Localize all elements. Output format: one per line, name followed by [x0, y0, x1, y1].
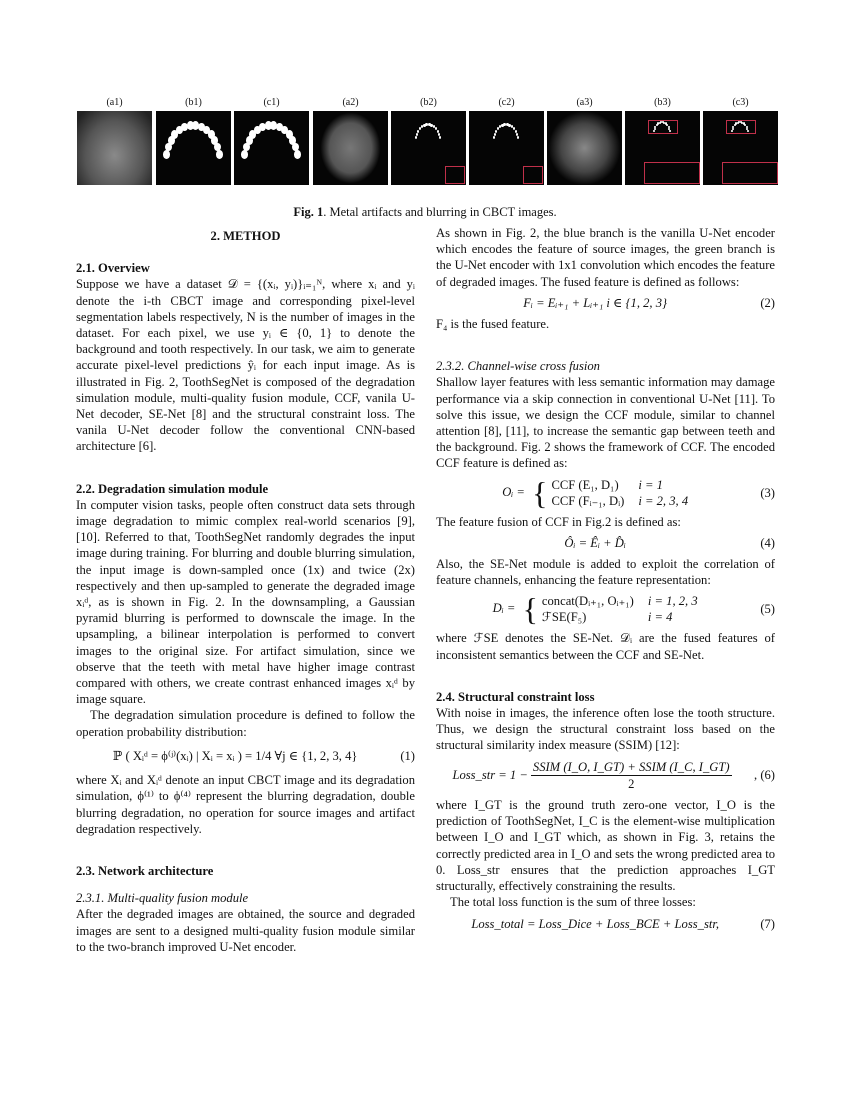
degradation-paragraph-2: The degradation simulation procedure is defined to follow the operation probability distribution:	[76, 708, 415, 739]
panel-label: (a1)	[106, 97, 123, 108]
equation-6-denominator: 2	[628, 776, 635, 791]
degradation-paragraph-1: In computer vision tasks, people often construct data sets through image degradation to mimic complex real-world scenarios [9], [10]. Referred to that, ToothSegNet randomly degrades the input image during training. For blurring and double blurring simulation, the input image is down-sampled once (1x) and twice (2x) respectively and then up-sampled to generate the degraded image xᵢᵈ, as is shown in Fig. 2. In the downsampling, a Gaussian pyramid blurring is performed to downscale the image. In the upsampling, a bilinear interpolation is performed to convert images to the original size. For artifact simulation, since we observe that the teeth with metal have higher image contrast compared with others, we create contrast enhanced images xᵢᵈ by image square.	[76, 497, 415, 707]
fusion-paragraph: After the degraded images are obtained, the source and degraded images are sent to a designed multi-quality fusion module similar to the two-branch improved U-Net encoder.	[76, 907, 415, 954]
segmentation-mask-b2	[391, 111, 466, 185]
tooth-mark	[415, 136, 418, 139]
equation-3-cond-2: i = 2, 3, 4	[638, 493, 689, 508]
equation-5-case-1: concat(Dᵢ₊₁, Oᵢ₊₁)	[541, 594, 634, 609]
loss-paragraph-2: where I_GT is the ground truth zero-one vector, I_O is the prediction of ToothSegNet, I_C is the element-wise multiplication between I_O and I_GT which, as shown in Fig. 3, retains the correctly predicted area in I_O and sets the wrong predicted area to 0. Loss_str ensures that the prediction approaches I_GT structurally, effectively constraining the results.	[436, 798, 775, 894]
tooth-mark	[517, 136, 520, 139]
section-heading: 2. METHOD	[210, 229, 281, 243]
tooth-mark	[216, 150, 223, 158]
panel-label: (b1)	[185, 97, 202, 108]
left-column	[76, 228, 415, 955]
equation-6-number: , (6)	[754, 768, 775, 783]
equation-7: Loss_total = Loss_Dice + Loss_BCE + Loss_str,	[471, 916, 719, 931]
fusion-paragraph-continued: As shown in Fig. 2, the blue branch is the vanilla U-Net encoder which encodes the feature of source images, the green branch is the U-Net encoder with 1x1 convolution which encodes the feature of degraded images. The fused feature is defined as follows:	[436, 226, 775, 289]
tooth-mark	[731, 130, 733, 132]
equation-6-numerator: SSIM (I_O, I_GT) + SSIM (I_C, I_GT)	[531, 759, 732, 776]
ccf-paragraph: Shallow layer features with less semantic information may damage performance via a skip connection in conventional U-Net [11]. To solve this issue, we design the CCF module, similar to channel attention [8], [11], to increase the semantic gap between teeth and the background. Fig. 2 shows the framework of CCF. The encoded CCF feature is defined as:	[436, 375, 775, 471]
equation-3-number: (3)	[760, 485, 775, 500]
panel-label: (c3)	[732, 97, 749, 108]
senet-paragraph: Also, the SE-Net module is added to exploit the correlation of feature channels, enhancing the feature representation:	[436, 557, 775, 588]
caption-label: Fig. 1	[293, 205, 324, 219]
tooth-mark	[241, 150, 248, 158]
tooth-mark	[495, 130, 498, 133]
tooth-mark	[653, 130, 655, 132]
tooth-mark	[163, 150, 170, 158]
fused-feature-note: F₄ is the fused feature.	[436, 317, 550, 332]
equation-3-lhs: Oᵢ =	[502, 484, 525, 499]
equation-5-cond-1: i = 1, 2, 3	[647, 594, 698, 609]
equation-5-cond-2: i = 4	[647, 610, 673, 625]
brace: {	[522, 591, 538, 628]
tooth-mark	[416, 133, 419, 136]
equation-2-number: (2)	[760, 295, 775, 310]
segmentation-mask-b3	[625, 111, 700, 185]
brace: {	[532, 474, 548, 511]
degradation-heading: 2.2. Degradation simulation module	[76, 481, 269, 496]
tooth-mark	[439, 136, 442, 139]
fusion-subheading: 2.3.1. Multi-quality fusion module	[76, 891, 249, 906]
panel-label: (c1)	[263, 97, 280, 108]
equation-3-case-2: CCF (Fᵢ₋₁, Dᵢ)	[551, 493, 625, 508]
equation-4-number: (4)	[760, 535, 775, 550]
segmentation-mask-c3	[703, 111, 778, 185]
loss-paragraph-1: With noise in images, the inference often lose the tooth structure. Thus, we design the structural constraint loss based on the structural similarity index measure (SSIM) [12]:	[436, 706, 775, 753]
panel-label: (b2)	[420, 97, 437, 108]
equation-3-cond-1: i = 1	[638, 477, 663, 492]
equation-1: ℙ ( Xᵢᵈ = ϕ⁽ʲ⁾(xᵢ) | Xᵢ = xᵢ ) = 1/4 ∀j ∈ {1, 2, 3, 4}	[112, 748, 358, 763]
segmentation-mask-c1	[234, 111, 309, 185]
ccf-subheading: 2.3.2. Channel-wise cross fusion	[436, 359, 600, 374]
cbct-image-a1	[77, 111, 152, 185]
equation-5-lhs: Dᵢ =	[492, 601, 516, 616]
equation-4: Ôᵢ = Êᵢ + D̂ᵢ	[564, 535, 626, 550]
cbct-image-a2	[313, 111, 388, 185]
figure-caption	[0, 205, 850, 220]
overview-paragraph: Suppose we have a dataset 𝒟 = {(xᵢ, yᵢ)}ᵢ₌₁ᴺ, where xᵢ and yᵢ denote the i-th CBCT image and corresponding pixel-level segmentation labels respectively, N is the number of images in the dataset. For each pixel, we use yᵢ ∈ {0, 1} to denote the background and tooth respectively. In our task, we aim to generate accurate pixel-level predictions ŷᵢ for each input image. As is illustrated in Fig. 2, ToothSegNet is composed of the degradation simulation module, multi-quality fusion module, CCF, vanila U-Net decoder, SE-Net [8] and the structural constraint loss. The vanila U-Net decoder follow the conventional CNN-based architecture [6].	[76, 277, 415, 454]
senet-definition: where ℱSE denotes the SE-Net. 𝒟ᵢ are the fused features of inconsistent semantics between the CCF and SE-Net.	[436, 631, 775, 662]
caption-text: . Metal artifacts and blurring in CBCT images.	[323, 205, 557, 219]
panel-label: (b3)	[654, 97, 671, 108]
equation-6-lhs: Loss_str = 1 −	[452, 768, 528, 783]
equation-5-number: (5)	[760, 602, 775, 617]
degradation-paragraph-3: where Xᵢ and Xᵢᵈ denote an input CBCT image and its degradation simulation, ϕ⁽¹⁾ to ϕ⁽⁴⁾ represent the blurring degradation, double blurring degradation, no operation for source images and artifact degradation respectively.	[76, 773, 415, 836]
equation-7-number: (7)	[760, 916, 775, 931]
tooth-mark	[417, 130, 420, 133]
tooth-mark	[294, 150, 301, 158]
equation-2: Fᵢ = Eᵢ₊₁ + Lᵢ₊₁ i ∈ {1, 2, 3}	[523, 295, 668, 310]
panel-label: (a3)	[576, 97, 593, 108]
right-column	[436, 225, 775, 937]
segmentation-mask-c2	[469, 111, 544, 185]
equation-3-case-1: CCF (E₁, D₁)	[551, 477, 619, 492]
segmentation-mask-b1	[156, 111, 231, 185]
panel-label: (c2)	[498, 97, 515, 108]
equation-5-case-2: ℱSE(F₅)	[541, 610, 587, 625]
loss-paragraph-3: The total loss function is the sum of three losses:	[450, 895, 696, 910]
loss-heading: 2.4. Structural constraint loss	[436, 689, 595, 704]
ccf-fusion-text: The feature fusion of CCF in Fig.2 is defined as:	[436, 514, 681, 529]
cbct-image-a3	[547, 111, 622, 185]
tooth-mark	[493, 136, 496, 139]
overview-heading: 2.1. Overview	[76, 261, 150, 276]
tooth-mark	[494, 133, 497, 136]
panel-label: (a2)	[342, 97, 359, 108]
equation-1-number: (1)	[400, 748, 415, 763]
network-heading: 2.3. Network architecture	[76, 863, 214, 878]
